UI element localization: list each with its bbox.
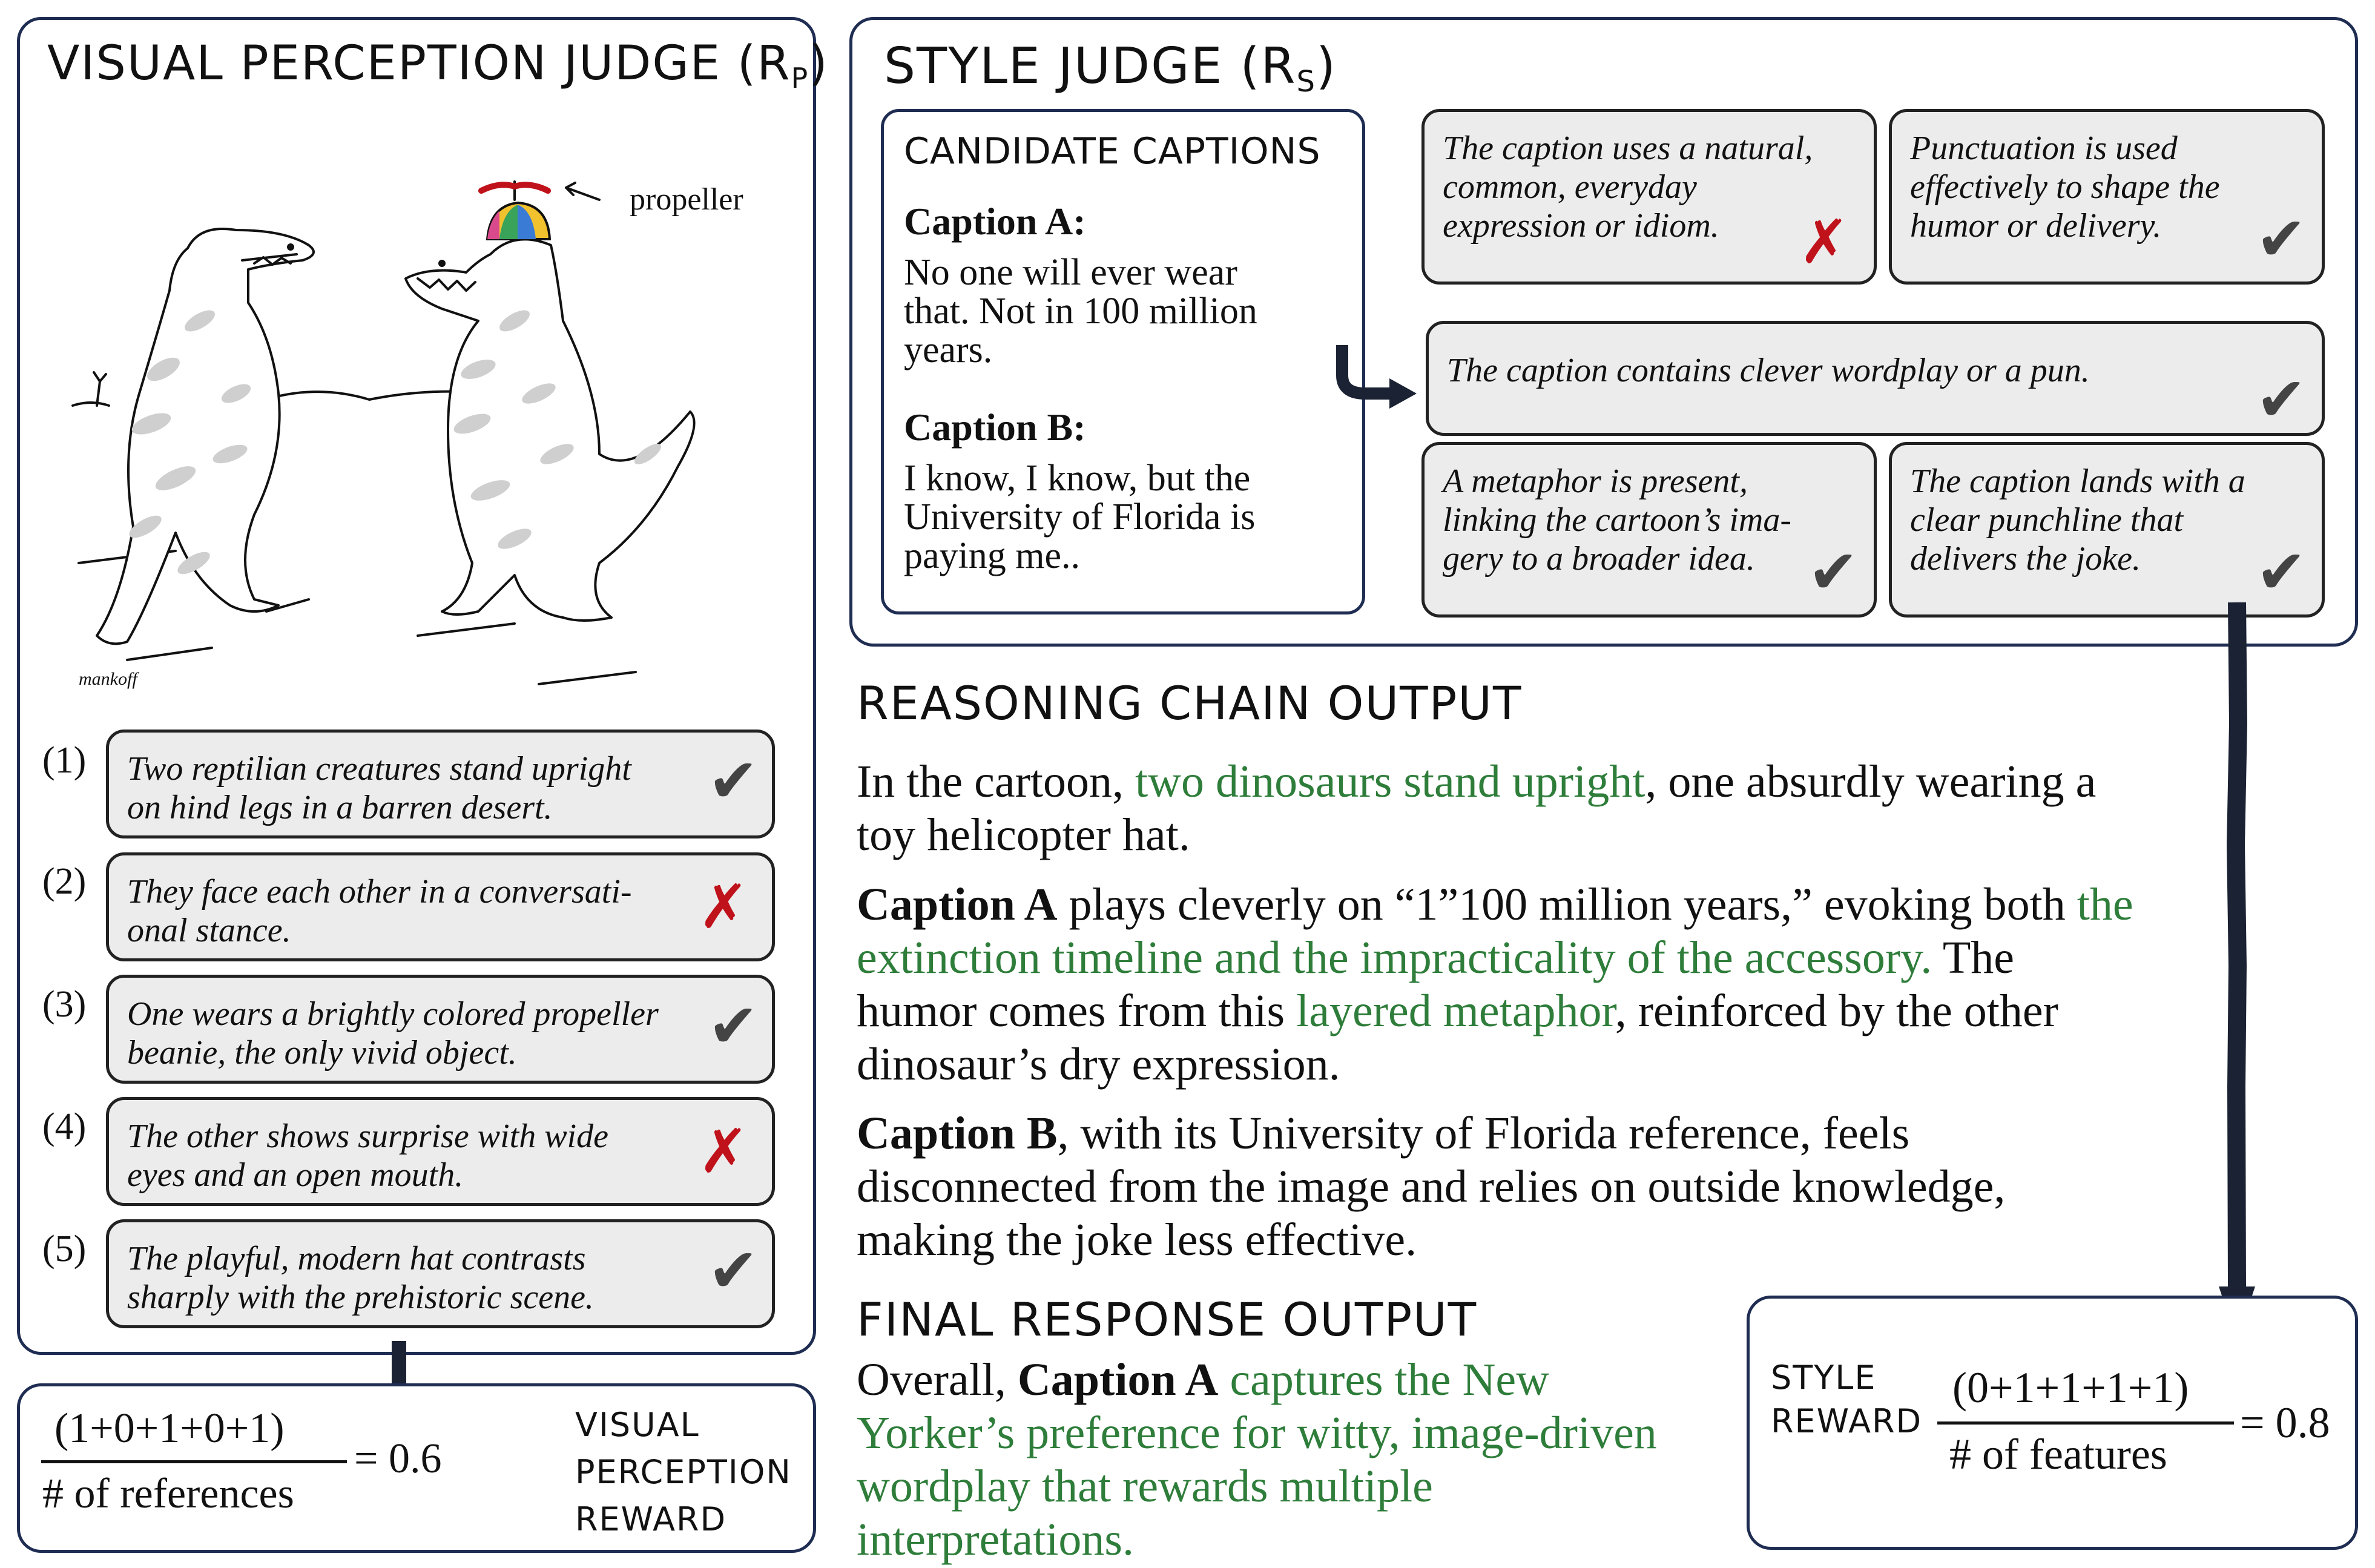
reasoning-title: REASONING CHAIN OUTPUT [857,676,1523,730]
visual-reward-label-line: PERCEPTION [575,1453,792,1491]
visual-reward-label-line: REWARD [575,1500,727,1538]
caption-a-line: that. Not in 100 million [904,291,1257,332]
caption-a-reference: Caption A [857,879,1058,930]
caption-a-text [904,253,1257,369]
reference-number-4: (4) [42,1106,87,1147]
reasoning-highlight: layered metaphor [1296,986,1615,1036]
visual-reward-label-line: VISUAL [575,1406,700,1444]
reasoning-line [857,878,2213,931]
feature-card-punctuation [1889,109,2325,285]
final-line [857,1353,1765,1406]
feature-text-line: delivers the joke. [1910,540,2141,578]
reasoning-span: plays cleverly on “1”100 million years,” evoking both [1057,879,2077,930]
reference-text-line: They face each other in a conversati- [127,873,632,911]
visual-reward-fraction-line [41,1460,347,1463]
feature-text-line: effectively to shape the [1910,168,2220,206]
reference-number-1: (1) [42,740,87,781]
caption-b-text [904,459,1255,575]
feature-text-line: expression or idiom. [1443,207,1719,245]
visual-reward-denominator: # of references [42,1471,294,1517]
reasoning-highlight: two dinosaurs stand upright [1135,756,1645,807]
style-reward-numerator: (0+1+1+1+1) [1952,1363,2189,1412]
feature-text-line: A metaphor is present, [1443,463,1748,500]
caption-b-label: Caption B: [904,406,1086,449]
reasoning-line [857,931,2213,984]
reasoning-line [857,755,2213,808]
feature-card-idiom [1421,109,1877,285]
visual-reward-numerator: (1+0+1+0+1) [54,1405,285,1452]
check-icon: ✔ [708,990,759,1061]
down-arrow-style [2210,602,2264,1344]
style-reward-label-line: STYLE [1771,1359,1877,1397]
reference-card-1 [106,730,775,838]
caption-b-line: I know, I know, but the [904,458,1251,499]
reference-text-line: onal stance. [127,912,291,949]
final-line: wordplay that rewards multiple [857,1461,1433,1512]
reference-number-3: (3) [42,984,87,1025]
style-judge-title [884,33,1337,115]
reference-number-2: (2) [42,861,87,902]
caption-a-line: No one will ever wear [904,252,1237,293]
reasoning-line: disconnected from the image and relies on outside knowledge, [857,1161,2006,1212]
visual-reward-label [575,1402,792,1543]
feature-card-wordplay [1426,321,2325,436]
feature-card-punchline [1889,442,2325,618]
reference-number-5: (5) [42,1228,87,1270]
caption-b-line: University of Florida is [904,496,1256,538]
visual-judge-title-text: VISUAL PERCEPTION JUDGE (R [47,36,791,91]
propeller-label: propeller [630,182,743,217]
cross-icon: ✗ [1799,206,1850,277]
reference-text-line: on hind legs in a barren desert. [127,789,553,826]
check-icon: ✔ [708,1235,759,1306]
curved-arrow-to-features [1335,345,1426,412]
final-highlight: captures the New [1218,1354,1549,1405]
reasoning-span: , reinforced by the other [1615,986,2058,1036]
reasoning-paragraph-1 [857,755,2213,861]
final-response-title: FINAL RESPONSE OUTPUT [857,1293,1478,1346]
reasoning-span: , with its University of Florida reference, feels [1057,1108,1910,1159]
caption-a-line: years. [904,329,993,371]
caption-b-reference: Caption B [857,1108,1058,1159]
cross-icon: ✗ [698,871,749,942]
style-reward-denominator: # of features [1949,1430,2167,1478]
feature-text-line: The caption contains clever wordplay or a pun. [1447,352,2090,389]
reference-text-line: One wears a brightly colored propeller [127,995,659,1033]
check-icon: ✔ [1808,536,1859,607]
final-response-text [857,1353,1765,1566]
reference-card-3 [106,975,775,1084]
final-span: Overall, [857,1354,1018,1405]
candidate-captions-title: CANDIDATE CAPTIONS [904,130,1321,173]
visual-judge-title-sub: P [791,62,809,94]
reference-text-line: sharply with the prehistoric scene. [127,1279,594,1316]
style-reward-label [1771,1356,1922,1443]
visual-reward-result: = 0.6 [354,1435,442,1482]
feature-text-line: gery to a broader idea. [1443,540,1755,578]
reasoning-line: dinosaur’s dry expression. [857,1039,1340,1090]
caption-a-label: Caption A: [904,200,1086,243]
final-caption-a: Caption A [1017,1354,1219,1405]
check-icon: ✔ [2256,536,2307,607]
style-reward-label-line: REWARD [1771,1402,1923,1440]
reference-text-line: The other shows surprise with wide [127,1118,608,1155]
feature-text-line: The caption uses a natural, [1443,130,1813,167]
visual-judge-title [47,33,829,108]
feature-text-line: common, everyday [1443,168,1697,206]
feature-text-line: Punctuation is used [1910,130,2178,167]
feature-text-line: The caption lands with a [1910,463,2245,500]
style-reward-result: = 0.8 [2240,1398,2330,1447]
final-line: Yorker’s preference for witty, image-driven [857,1408,1657,1458]
reference-card-2 [106,852,775,961]
reference-text-line: The playful, modern hat contrasts [127,1240,586,1277]
check-icon: ✔ [2256,364,2307,435]
reasoning-line [857,1107,2213,1160]
reasoning-span: , one absurdly wearing a [1645,756,2097,807]
feature-text-line: humor or delivery. [1910,207,2162,245]
cartoonist-signature: mankoff [79,669,137,689]
reasoning-line: toy helicopter hat. [857,809,1190,860]
reasoning-span: The [1932,932,2014,983]
reasoning-paragraph-3 [857,1107,2213,1267]
reasoning-highlight: the [2077,879,2133,930]
style-judge-title-close: ) [1316,38,1337,95]
reference-text-line: beanie, the only vivid object. [127,1034,517,1072]
cross-icon: ✗ [698,1116,749,1187]
reasoning-span: humor comes from this [857,986,1297,1036]
reasoning-line: making the joke less effective. [857,1214,1417,1265]
reference-card-4 [106,1097,775,1206]
reasoning-span: In the cartoon, [857,756,1136,807]
feature-text-line: linking the cartoon’s ima- [1443,501,1792,539]
dinosaur-cartoon-illustration [54,139,781,714]
style-judge-title-text: STYLE JUDGE (R [884,38,1297,95]
final-line: interpretations. [857,1514,1134,1565]
feature-card-metaphor [1421,442,1877,618]
feature-text-line: clear punchline that [1910,501,2184,539]
check-icon: ✔ [2256,203,2307,274]
reference-card-5 [106,1219,775,1328]
reference-text-line: eyes and an open mouth. [127,1156,464,1194]
reasoning-paragraph-2 [857,878,2213,1091]
reasoning-highlight: extinction timeline and the impracticality of the accessory. [857,932,1932,983]
style-reward-fraction-line [1937,1421,2234,1425]
caption-b-line: paying me.. [904,535,1080,576]
check-icon: ✔ [708,745,759,816]
reasoning-line [857,984,2213,1038]
reference-text-line: Two reptilian creatures stand upright [127,750,631,788]
visual-judge-title-close: ) [809,36,829,91]
style-judge-title-sub: S [1296,65,1316,99]
